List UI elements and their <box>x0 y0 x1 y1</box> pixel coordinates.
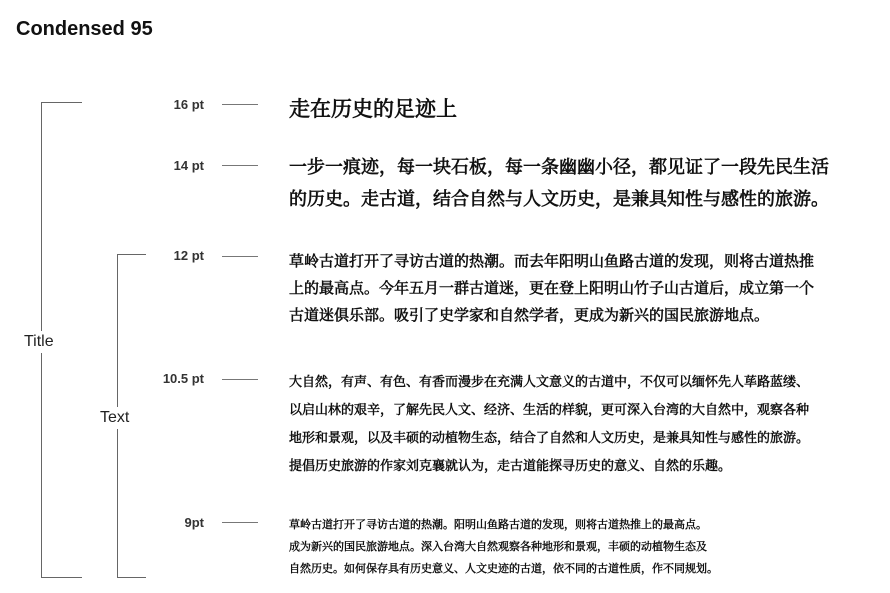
size-label-10-5pt: 10.5 pt <box>162 371 204 386</box>
sample-text-9pt <box>289 514 718 580</box>
sample-text-12pt <box>289 248 814 329</box>
sample-line: 以启山林的艰辛，了解先民人文、经济、生活的样貌，更可深入台湾的大自然中，观察各种 <box>289 403 810 418</box>
sample-line: 自然历史。如何保存具有历史意义、人文史迹的古道，依不同的古道性质，作不同规划。 <box>289 562 718 575</box>
size-leader-line <box>222 104 258 105</box>
size-leader-line <box>222 256 258 257</box>
sample-line: 大自然，有声、有色、有香而漫步在充满人文意义的古道中，不仅可以缅怀先人荜路蓝缕、 <box>289 375 810 390</box>
sample-line: 成为新兴的国民旅游地点。深入台湾大自然观察各种地形和景观，丰硕的动植物生态及 <box>289 540 707 553</box>
size-label-14pt: 14 pt <box>173 158 204 173</box>
sample-text-16pt <box>289 94 457 124</box>
page-title: Condensed 95 <box>16 18 153 40</box>
size-label-9pt: 9pt <box>184 515 204 530</box>
sample-line: 古道迷俱乐部。吸引了史学家和自然学者，更成为新兴的国民旅游地点。 <box>289 306 770 324</box>
sample-line: 地形和景观，以及丰硕的动植物生态，结合了自然和人文历史，是兼具知性与感性的旅游。 <box>289 431 810 446</box>
size-leader-line <box>222 165 258 166</box>
sample-line: 走在历史的足迹上 <box>289 97 457 121</box>
text-bracket-label: Text <box>100 407 129 429</box>
sample-text-10-5pt <box>289 369 809 481</box>
sample-text-14pt <box>289 152 829 216</box>
sample-line: 的历史。走古道，结合自然与人文历史，是兼具知性与感性的旅游。 <box>289 189 829 210</box>
size-label-12pt: 12 pt <box>173 248 204 263</box>
title-bracket-label: Title <box>24 331 54 353</box>
size-leader-line <box>222 522 258 523</box>
size-leader-line <box>222 379 258 380</box>
sample-line: 一步一痕迹，每一块石板，每一条幽幽小径，都见证了一段先民生活 <box>289 157 829 178</box>
sample-line: 草岭古道打开了寻访古道的热潮。而去年阳明山鱼路古道的发现，则将古道热推 <box>289 252 815 270</box>
sample-line: 草岭古道打开了寻访古道的热潮。阳明山鱼路古道的发现，则将古道热推上的最高点。 <box>289 518 707 531</box>
size-label-16pt: 16 pt <box>173 97 204 112</box>
sample-line: 上的最高点。今年五月一群古道迷，更在登上阳明山竹子山古道后，成立第一个 <box>289 279 815 297</box>
sample-line: 提倡历史旅游的作家刘克襄就认为，走古道能探寻历史的意义、自然的乐趣。 <box>289 459 732 474</box>
